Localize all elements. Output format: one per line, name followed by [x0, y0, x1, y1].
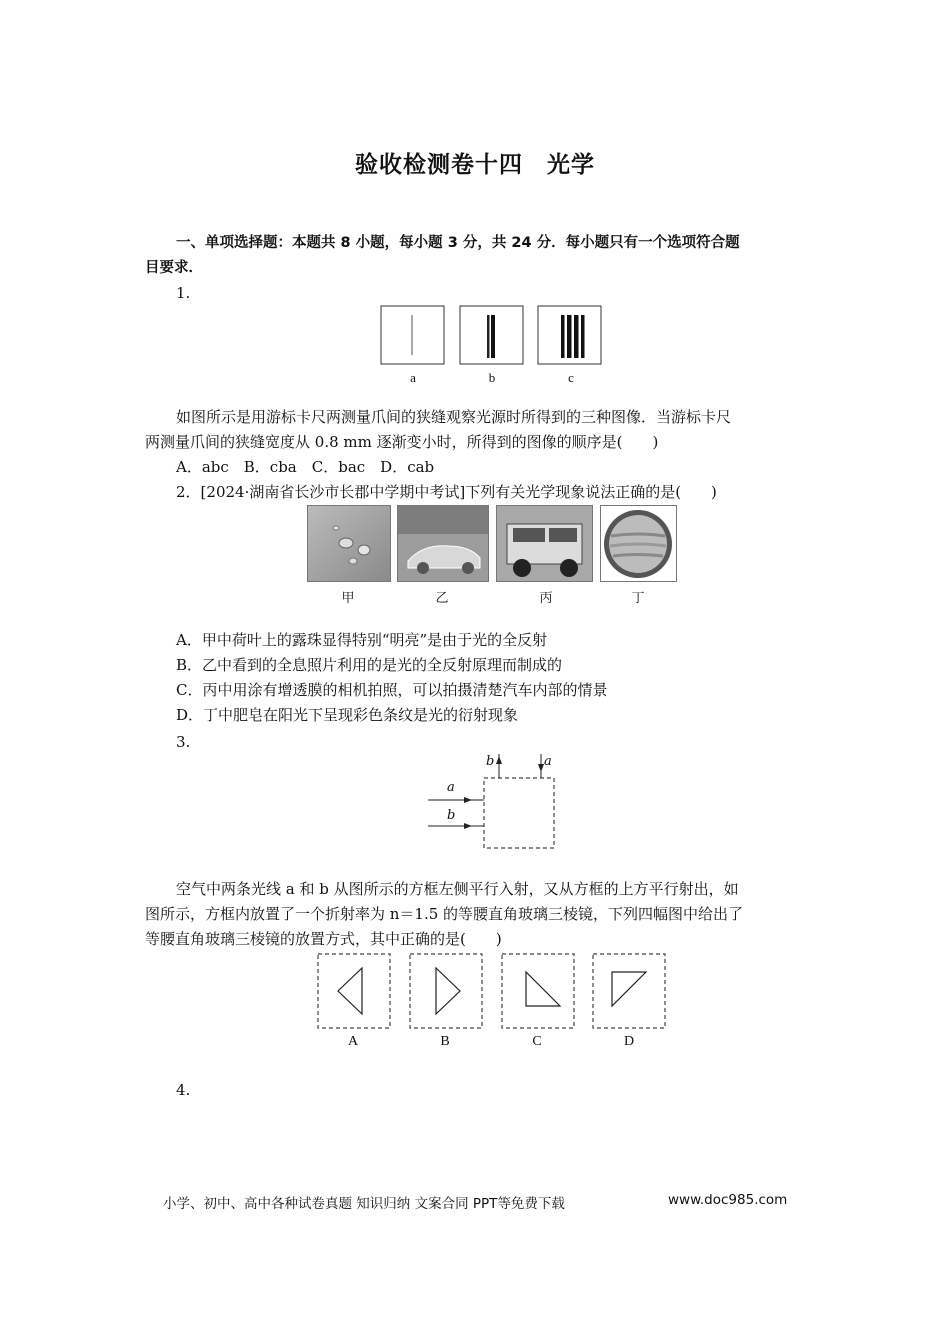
q3-ray-label-top-b: b [486, 754, 495, 769]
q3-prism-options-figure [316, 952, 668, 1032]
q2-label-bing: 丙 [539, 591, 553, 606]
q1-text-line1: 如图所示是用游标卡尺两测量爪间的狭缝观察光源时所得到的三种图像．当游标卡尺 [176, 408, 732, 426]
q2-photo-dewdrops [307, 505, 391, 582]
q2-photo-car [496, 505, 593, 582]
page-title: 验收检测卷十四 光学 [355, 152, 595, 178]
q1-number: 1. [176, 284, 191, 302]
q1-label-c: c [568, 370, 574, 385]
q4-number: 4. [176, 1081, 191, 1099]
q1-label-a: a [410, 370, 416, 385]
q1-label-b: b [488, 370, 496, 385]
q1-fringe-figure [380, 305, 605, 367]
q3-text-line3: 等腰直角玻璃三棱镜的放置方式，其中正确的是( ) [145, 930, 502, 948]
q2-photo-hologram [397, 505, 489, 582]
q2-label-jia: 甲 [341, 591, 355, 606]
q3-number: 3. [176, 733, 191, 751]
q2-option-d: D．丁中肥皂在阳光下呈现彩色条纹是光的衍射现象 [176, 706, 519, 724]
q2-option-c: C．丙中用涂有增透膜的相机拍照，可以拍摄清楚汽车内部的情景 [176, 681, 608, 699]
footer-site[interactable]: www.doc985.com [668, 1192, 788, 1208]
q3-text-line2: 图所示，方框内放置了一个折射率为 n＝1.5 的等腰直角玻璃三棱镜，下列四幅图中给出了 [145, 905, 744, 923]
q3-label-a: A [347, 1034, 359, 1049]
section-heading-line1: 一、单项选择题：本题共 8 小题，每小题 3 分，共 24 分．每小题只有一个选项符合题 [176, 235, 740, 251]
q2-label-yi: 乙 [435, 591, 449, 606]
footer-text: 小学、初中、高中各种试卷真题 知识归纳 文案合同 PPT等免费下载 [163, 1196, 565, 1212]
q3-ray-label-left-b: b [447, 808, 456, 823]
q2-stem: 2．[2024·湖南省长沙市长郡中学期中考试]下列有关光学现象说法正确的是( ) [176, 483, 717, 501]
q2-option-a: A．甲中荷叶上的露珠显得特别“明亮”是由于光的全反射 [176, 631, 548, 649]
q2-label-ding: 丁 [631, 591, 645, 606]
section-heading-line2: 目要求． [145, 260, 203, 276]
q3-ray-label-left-a: a [447, 780, 455, 795]
q2-photo-soap-film [600, 505, 677, 582]
q2-option-b: B．乙中看到的全息照片利用的是光的全反射原理而制成的 [176, 656, 563, 674]
q3-label-c: C [532, 1034, 542, 1049]
q3-text-line1: 空气中两条光线 a 和 b 从图所示的方框左侧平行入射，又从方框的上方平行射出，如 [176, 880, 739, 898]
q3-label-d: D [623, 1034, 635, 1049]
q3-ray-label-top-a: a [544, 754, 552, 769]
q1-options: A．abc B．cba C．bac D．cab [176, 458, 435, 476]
q3-label-b: B [440, 1034, 450, 1049]
q1-text-line2: 两测量爪间的狭缝宽度从 0.8 mm 逐渐变小时，所得到的图像的顺序是( ) [145, 433, 659, 451]
